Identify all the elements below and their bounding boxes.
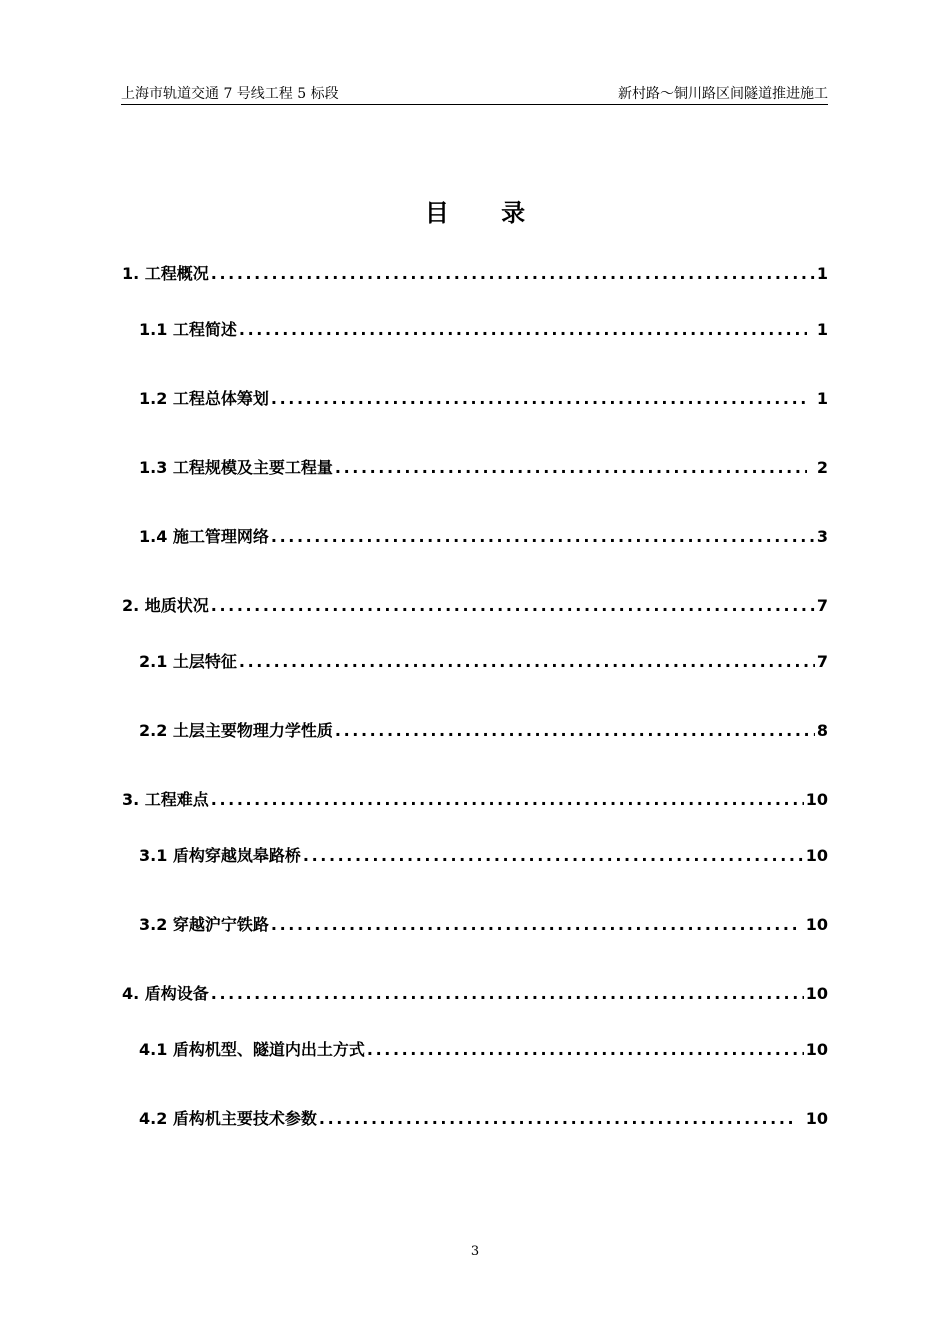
toc-leader-dots	[211, 264, 815, 284]
toc-leader-dots	[271, 527, 815, 547]
header-section-name: 新村路～铜川路区间隧道推进施工	[618, 86, 828, 102]
toc-entry-2-2[interactable]	[139, 721, 828, 741]
toc-entry-label: 4.2 盾构机主要技术参数	[139, 1109, 317, 1128]
toc-entry-page: 8	[816, 721, 828, 740]
toc-entry-label: 1.4 施工管理网络	[139, 527, 269, 546]
toc-entry-1-1[interactable]	[139, 320, 828, 340]
toc-entry-4[interactable]	[122, 984, 828, 1004]
toc-entry-page: 7	[816, 596, 828, 615]
toc-leader-dots	[335, 458, 807, 478]
header-project-name: 上海市轨道交通 7 号线工程 5 标段	[121, 86, 339, 102]
toc-leader-dots	[271, 389, 807, 409]
toc-leader-dots	[319, 1109, 796, 1129]
toc-entry-label: 3. 工程难点	[122, 790, 209, 809]
toc-entry-page: 1	[816, 320, 828, 339]
toc-entry-4-1[interactable]	[139, 1040, 828, 1060]
toc-entry-page: 1	[816, 389, 828, 408]
toc-leader-dots	[211, 984, 804, 1004]
toc-entry-3-1[interactable]	[139, 846, 828, 866]
toc-entry-page: 10	[805, 790, 828, 809]
toc-entry-page: 2	[816, 458, 828, 477]
toc-entry-label: 3.1 盾构穿越岚皋路桥	[139, 846, 301, 865]
toc-entry-page: 3	[816, 527, 828, 546]
toc-entry-label: 2. 地质状况	[122, 596, 209, 615]
toc-entry-page: 10	[805, 915, 828, 934]
page-number: 3	[470, 1244, 480, 1259]
toc-entry-1[interactable]	[122, 264, 828, 284]
toc-entry-2[interactable]	[122, 596, 828, 616]
toc-entry-1-2[interactable]	[139, 389, 828, 409]
toc-entry-page: 7	[816, 652, 828, 671]
toc-entry-page: 10	[805, 1040, 828, 1059]
toc-leader-dots	[335, 721, 815, 741]
toc-entry-label: 1. 工程概况	[122, 264, 209, 283]
page-header	[121, 84, 828, 105]
toc-entry-page: 10	[805, 984, 828, 1003]
toc-leader-dots	[239, 652, 815, 672]
toc-leader-dots	[271, 915, 796, 935]
toc-entry-label: 2.1 土层特征	[139, 652, 237, 671]
toc-entry-label: 1.3 工程规模及主要工程量	[139, 458, 333, 477]
toc-entry-page: 10	[805, 1109, 828, 1128]
toc-entry-3[interactable]	[122, 790, 828, 810]
toc-entry-page: 10	[805, 846, 828, 865]
toc-leader-dots	[211, 596, 815, 616]
toc-entry-1-4[interactable]	[139, 527, 828, 547]
toc-entry-label: 3.2 穿越沪宁铁路	[139, 915, 269, 934]
toc-leader-dots	[367, 1040, 804, 1060]
toc-leader-dots	[239, 320, 807, 340]
toc-entry-label: 1.2 工程总体筹划	[139, 389, 269, 408]
toc-entry-2-1[interactable]	[139, 652, 828, 672]
toc-entry-label: 4.1 盾构机型、隧道内出土方式	[139, 1040, 365, 1059]
toc-entry-1-3[interactable]	[139, 458, 828, 478]
toc-leader-dots	[303, 846, 804, 866]
toc-entry-label: 1.1 工程简述	[139, 320, 237, 339]
toc-entry-4-2[interactable]	[139, 1109, 828, 1129]
toc-entry-label: 2.2 土层主要物理力学性质	[139, 721, 333, 740]
toc-entry-3-2[interactable]	[139, 915, 828, 935]
toc-entry-page: 1	[816, 264, 828, 283]
toc-leader-dots	[211, 790, 804, 810]
toc-entry-label: 4. 盾构设备	[122, 984, 209, 1003]
toc-title: 目 录	[424, 199, 548, 227]
